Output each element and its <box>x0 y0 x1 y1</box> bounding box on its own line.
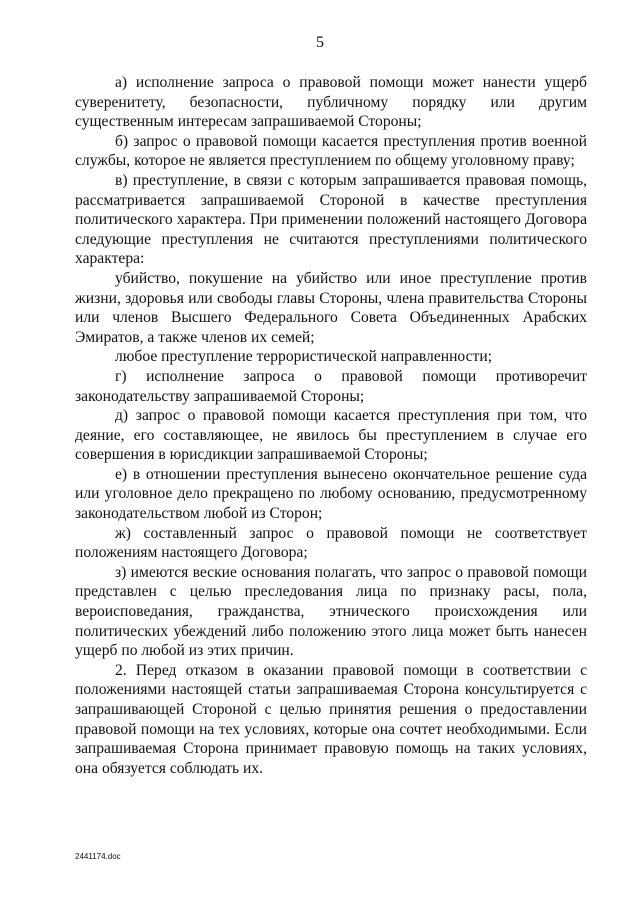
paragraph-2: 2. Перед отказом в оказании правовой помощи в соответствии с положениями настоящей статьи запрашиваемая Сторона консультируется с запрашивающей Стороной с целью принятия решения о предоставлении правовой помощи на тех условиях, которые она сочтет необходимыми. Если запрашиваемая Сторона принимает правовую помощь на таких условиях, она обязуется соблюдать их. <box>75 661 587 777</box>
footer-file-reference: 2441174.doc <box>75 852 121 861</box>
paragraph-a: а) исполнение запроса о правовой помощи может нанести ущерб суверенитету, безопасности, публичному порядку или другим существенным интересам запрашиваемой Стороны; <box>75 74 587 131</box>
paragraph-v-item-2: любое преступление террористической направленности; <box>115 348 493 366</box>
document-body <box>75 73 587 778</box>
paragraph-b: б) запрос о правовой помощи касается преступления против военной службы, которое не является преступлением по общему уголовному праву; <box>75 132 587 170</box>
paragraph-v: в) преступление, в связи с которым запрашивается правовая помощь, рассматривается запрашиваемой Стороной в качестве преступления политического характера. При применении положений настоящего Договора следующие преступления не считаются преступлениями политического характера: <box>75 171 587 268</box>
paragraph-g: г) исполнение запроса о правовой помощи противоречит законодательству запрашиваемой Стороны; <box>75 367 587 405</box>
page-number: 5 <box>316 34 324 51</box>
paragraph-e: е) в отношении преступления вынесено окончательное решение суда или уголовное дело прекращено по любому основанию, предусмотренному законодательством любой из Сторон; <box>75 465 587 523</box>
paragraph-v-item-1: убийство, покушение на убийство или иное преступление против жизни, здоровья или свободы главы Стороны, члена правительства Стороны или членов Высшего Федерального Совета Объединенных Арабских Эмиратов, а также членов их семей; <box>75 269 587 346</box>
paragraph-d: д) запрос о правовой помощи касается преступления при том, что деяние, его составляющее, не явилось бы преступлением в случае его совершения в юрисдикции запрашиваемой Стороны; <box>75 407 587 464</box>
paragraph-z: з) имеются веские основания полагать, что запрос о правовой помощи представлен с целью преследования лица по признаку расы, пола, вероисповедания, гражданства, этнического происхождения или политических убеждений либо положению этого лица может быть нанесен ущерб по любой из этих причин. <box>75 563 587 660</box>
paragraph-zh: ж) составленный запрос о правовой помощи не соответствует положениям настоящего Договора; <box>75 524 587 562</box>
